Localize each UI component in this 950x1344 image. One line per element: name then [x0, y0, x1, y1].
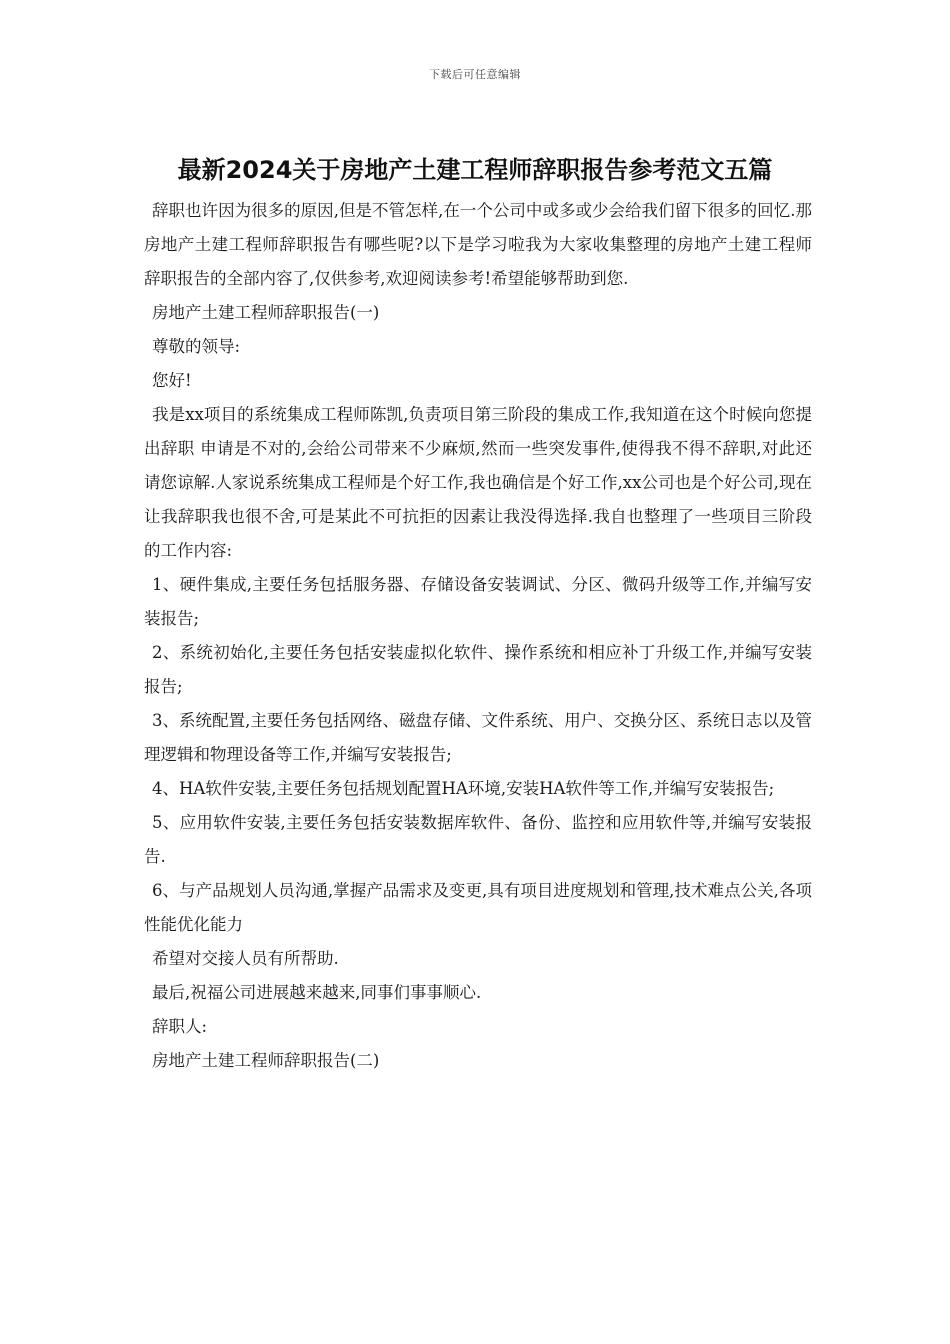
document-title: 最新2024关于房地产土建工程师辞职报告参考范文五篇 — [177, 156, 773, 184]
salutation: 尊敬的领导: — [152, 337, 241, 356]
closing-line: 希望对交接人员有所帮助. — [152, 949, 339, 968]
list-item-6: 6、与产品规划人员沟通,掌握产品需求及变更,具有项目进度规划和管理,技术难点公关,各项性能优化能力 — [144, 881, 812, 934]
greeting: 您好! — [152, 371, 192, 390]
document-body — [144, 194, 812, 1078]
list-item-3: 3、系统配置,主要任务包括网络、磁盘存储、文件系统、用户、交换分区、系统日志以及管理逻辑和物理设备等工作,并编写安装报告; — [144, 711, 812, 764]
list-item-1: 1、硬件集成,主要任务包括服务器、存储设备安装调试、分区、微码升级等工作,并编写安装报告; — [144, 575, 812, 628]
list-item-2: 2、系统初始化,主要任务包括安装虚拟化软件、操作系统和相应补丁升级工作,并编写安装报告; — [144, 643, 812, 696]
closing-wishes: 最后,祝福公司进展越来越来,同事们事事顺心. — [152, 983, 482, 1002]
body-paragraph: 我是xx项目的系统集成工程师陈凯,负责项目第三阶段的集成工作,我知道在这个时候向您提出辞职 申请是不对的,会给公司带来不少麻烦,然而一些突发事件,使得我不得不辞职,对此还请您谅解.人家说系统集成工程师是个好工作,我也确信是个好工作,xx公司也是个好公司,现在让我辞职我也很不舍,可是某此不可抗拒的因素让我没得选择.我自也整理了一些项目三阶段的工作内容: — [144, 405, 812, 560]
list-item-4: 4、HA软件安装,主要任务包括规划配置HA环境,安装HA软件等工作,并编写安装报告; — [152, 779, 775, 798]
signature-line: 辞职人: — [152, 1017, 208, 1036]
header-note: 下载后可任意编辑 — [429, 68, 521, 81]
intro-paragraph: 辞职也许因为很多的原因,但是不管怎样,在一个公司中或多或少会给我们留下很多的回忆.那房地产土建工程师辞职报告有哪些呢?以下是学习啦我为大家收集整理的房地产土建工程师辞职报告的全部内容了,仅供参考,欢迎阅读参考!希望能够帮助到您. — [144, 201, 812, 288]
section-heading-2: 房地产土建工程师辞职报告(二) — [152, 1051, 380, 1070]
list-item-5: 5、应用软件安装,主要任务包括安装数据库软件、备份、监控和应用软件等,并编写安装报告. — [144, 813, 812, 866]
section-heading-1: 房地产土建工程师辞职报告(一) — [152, 303, 380, 322]
